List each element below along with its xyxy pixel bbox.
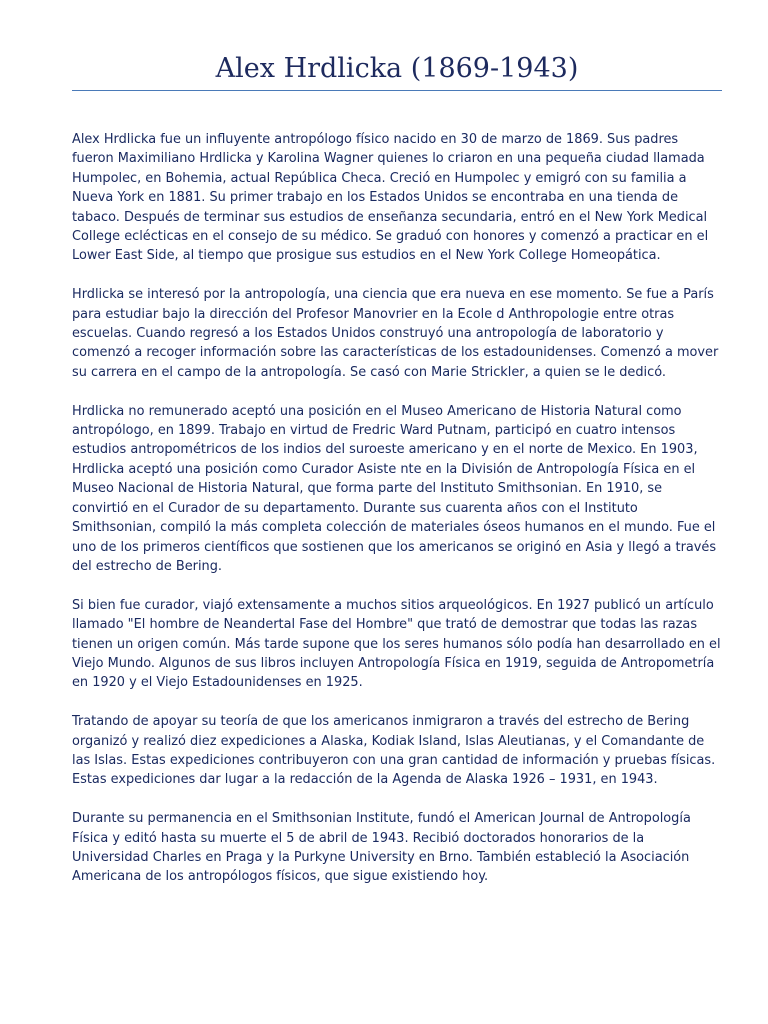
- paragraph-3: Hrdlicka no remunerado aceptó una posición en el Museo Americano de Historia Natural como antropólogo, en 1899. Trabajo en virtud de Fredric Ward Putnam, participó en cuatro intensos estudios antropométricos de los indios del suroeste americano y en el norte de Mexico. En 1903, Hrdlicka aceptó una posición como Curador Asiste nte en la División de Antropología Física en el Museo Nacional de Historia Natural, que forma parte del Instituto Smithsonian. En 1910, se convirtió en el Curador de su departamento. Durante sus cuarenta años con el Instituto Smithsonian, compiló la más completa colección de materiales óseos humanos en el mundo. Fue el uno de los primeros científicos que sostienen que los americanos se originó en Asia y llegó a través del estrecho de Bering.: [72, 403, 717, 574]
- paragraph-2: Hrdlicka se interesó por la antropología, una ciencia que era nueva en ese momento. Se fue a París para estudiar bajo la dirección del Profesor Manovrier en la Ecole d Anthropologie entre otras escuelas. Cuando regresó a los Estados Unidos construyó una antropología de laboratorio y comenzó a recoger información sobre las características de los estadounidenses. Comenzó a mover su carrera en el campo de la antropología. Se casó con Marie Strickler, a quien se le dedicó.: [72, 287, 719, 380]
- paragraph-5: Tratando de apoyar su teoría de que los americanos inmigraron a través del estrecho de Bering organizó y realizó diez expediciones a Alaska, Kodiak Island, Islas Aleutianas, y el Comandante de las Islas. Estas expediciones contribuyeron con una gran cantidad de información y pruebas físicas. Estas expediciones dar lugar a la redacción de la Agenda de Alaska 1926 – 1931, en 1943.: [72, 714, 716, 788]
- paragraph-1: Alex Hrdlicka fue un influyente antropólogo físico nacido en 30 de marzo de 1869. Sus padres fueron Maximiliano Hrdlicka y Karolina Wagner quienes lo criaron en una pequeña ciudad llamada Humpolec, en Bohemia, actual República Checa. Creció en Humpolec y emigró con su familia a Nueva York en 1881. Su primer trabajo en los Estados Unidos se encontraba en una tienda de tabaco. Después de terminar sus estudios de enseñanza secundaria, entró en el New York Medical College eclécticas en el consejo de su médico. Se graduó con honores y comenzó a practicar en el Lower East Side, al tiempo que prosigue sus estudios en el New York College Homeopática.: [72, 132, 709, 264]
- paragraph-4: Si bien fue curador, viajó extensamente a muchos sitios arqueológicos. En 1927 publicó un artículo llamado "El hombre de Neandertal Fase del Hombre" que trató de demostrar que todas las razas tienen un origen común. Más tarde supone que los seres humanos sólo podía han desarrollado en el Viejo Mundo. Algunos de sus libros incluyen Antropología Física en 1919, seguida de Antropometría en 1920 y el Viejo Estadounidenses en 1925.: [72, 597, 721, 691]
- document-title: Alex Hrdlicka (1869-1943): [215, 53, 579, 84]
- document-body: [72, 130, 722, 906]
- title-underline: [72, 90, 722, 91]
- paragraph-6: Durante su permanencia en el Smithsonian Institute, fundó el American Journal de Antropología Física y editó hasta su muerte el 5 de abril de 1943. Recibió doctorados honorarios de la Universidad Charles en Praga y la Purkyne University en Brno. También estableció la Asociación Americana de los antropólogos físicos, que sigue existiendo hoy.: [72, 811, 691, 885]
